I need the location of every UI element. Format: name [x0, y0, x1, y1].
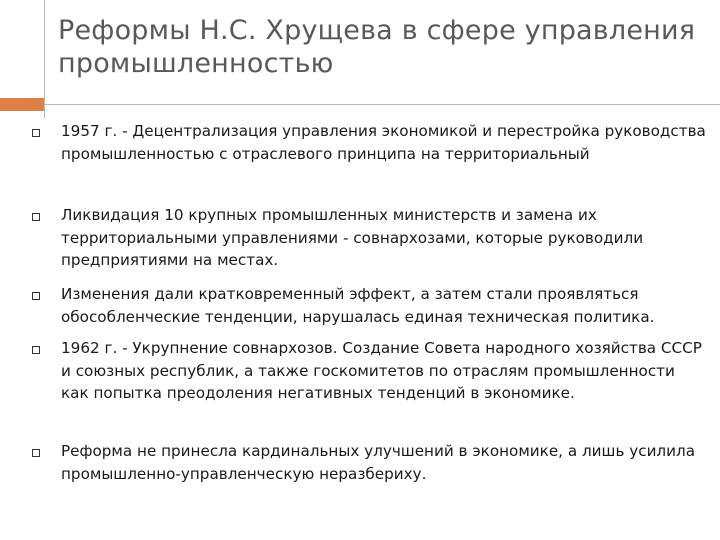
slide-title: Реформы Н.С. Хрущева в сфере управления промышленностью	[58, 15, 696, 79]
bullet-text: 1957 г. - Децентрализация управления экономикой и перестройка руководства промышленностью с отраслевого принципа на территориальный	[61, 122, 706, 163]
bullet-text: Изменения дали кратковременный эффект, а затем стали проявляться обособленческие тенденции, нарушалась единая техническая политика.	[61, 285, 655, 326]
square-bullet-icon	[32, 449, 40, 457]
vertical-divider	[44, 0, 45, 118]
square-bullet-icon	[32, 346, 40, 354]
bullet-text: 1962 г. - Укрупнение совнархозов. Создание Совета народного хозяйства СССР и союзных республик, а также госкомитетов по отраслям промышленности как попытка преодоления негативных тенденций в экономике.	[61, 339, 702, 402]
square-bullet-icon	[32, 292, 40, 300]
horizontal-divider	[0, 104, 720, 105]
square-bullet-icon	[32, 129, 40, 137]
square-bullet-icon	[32, 213, 40, 221]
bullet-text: Реформа не принесла кардинальных улучшений в экономике, а лишь усилила промышленно-управленческую неразбериху.	[61, 442, 696, 483]
bullet-text: Ликвидация 10 крупных промышленных министерств и замена их территориальными управлениями - совнархозами, которые руководили предприятиями на местах.	[61, 206, 644, 269]
accent-block	[0, 98, 44, 111]
